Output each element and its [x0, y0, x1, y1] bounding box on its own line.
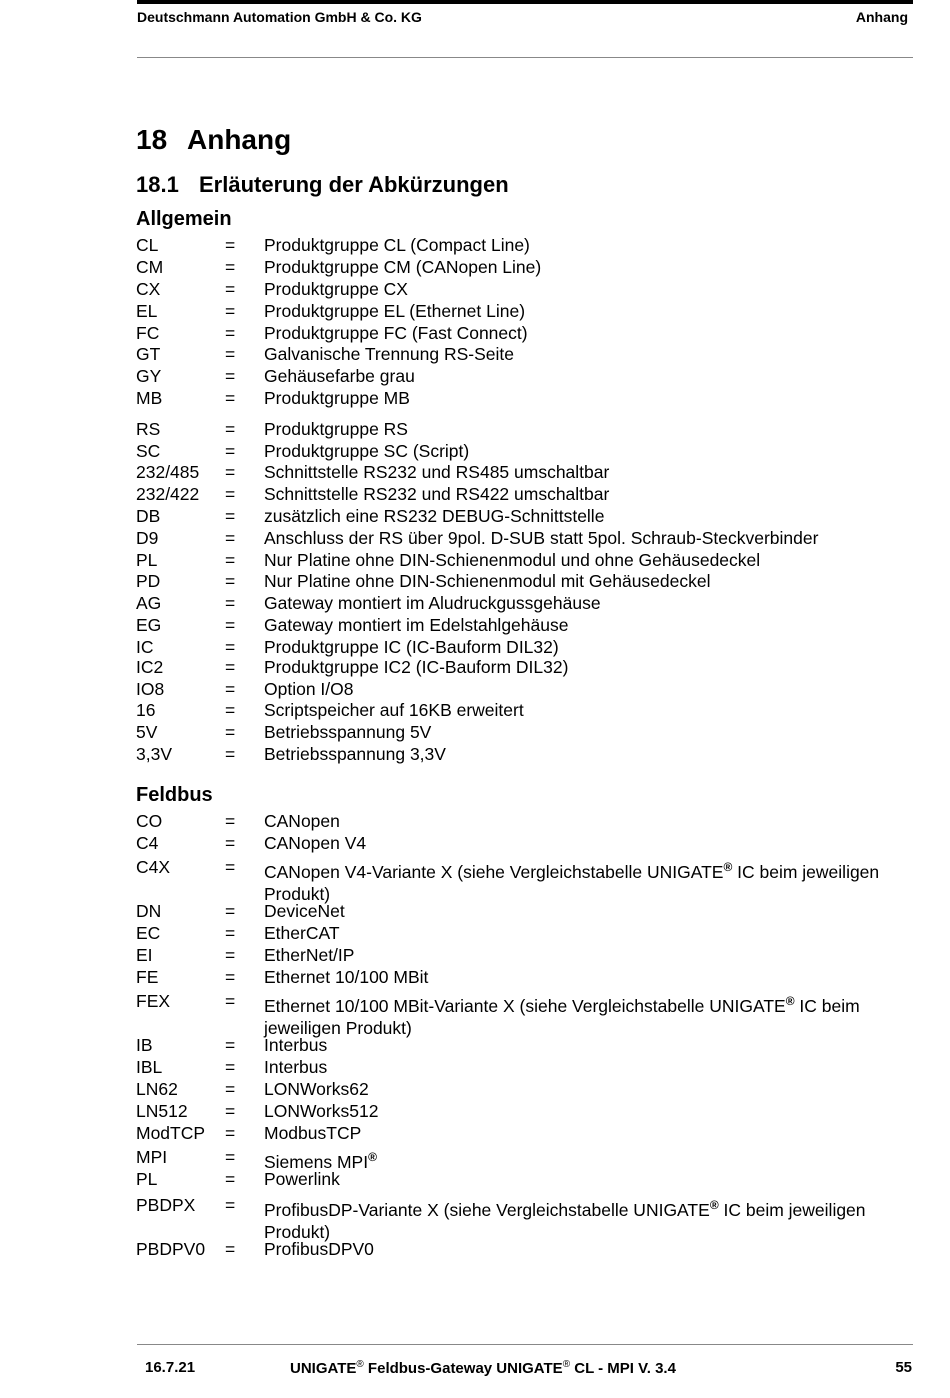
abbreviation: IC2 [136, 657, 164, 677]
equals-sign: = [225, 301, 236, 321]
abbreviation-description: zusätzlich eine RS232 DEBUG-Schnittstelle [264, 506, 605, 526]
abbreviation: 5V [136, 722, 158, 742]
abbreviation: FC [136, 323, 160, 343]
abbreviation-description: Betriebsspannung 5V [264, 722, 432, 742]
abbreviation-description: Interbus [264, 1057, 328, 1077]
header-top-rule [137, 0, 913, 4]
equals-sign: = [225, 1035, 236, 1055]
equals-sign: = [225, 550, 236, 570]
abbreviation-description [264, 990, 916, 1039]
abbreviation: EL [136, 301, 158, 321]
equals-sign: = [225, 1239, 236, 1259]
equals-sign: = [225, 923, 236, 943]
abbreviation: FE [136, 967, 159, 987]
abbreviation: EC [136, 923, 161, 943]
description-text: ProfibusDP-Variante X (siehe Vergleichstabelle UNIGATE [264, 1200, 710, 1220]
chapter-title [136, 124, 291, 156]
abbreviation: CO [136, 811, 163, 831]
abbreviation: 16 [136, 700, 156, 720]
equals-sign: = [225, 528, 236, 548]
section-title-text: Erläuterung der Abkürzungen [199, 172, 509, 197]
equals-sign: = [225, 279, 236, 299]
abbreviation-description [264, 1194, 916, 1243]
abbreviation: MPI [136, 1147, 168, 1167]
abbreviation-description: Produktgruppe MB [264, 388, 410, 408]
abbreviation: EI [136, 945, 153, 965]
footer-reg-mark-2: ® [562, 1359, 571, 1370]
registered-mark: ® [709, 1198, 719, 1212]
description-text-cont: IC beim jeweiligen Produkt) [264, 1200, 866, 1242]
header-divider [137, 57, 913, 58]
equals-sign: = [225, 235, 236, 255]
abbreviation-description: Produktgruppe SC (Script) [264, 441, 470, 461]
abbreviation-description: Gateway montiert im Edelstahlgehäuse [264, 615, 569, 635]
abbreviation-description: ProfibusDPV0 [264, 1239, 374, 1259]
equals-sign: = [225, 323, 236, 343]
abbreviation: FEX [136, 991, 171, 1011]
description-text: Ethernet 10/100 MBit-Variante X (siehe Vergleichstabelle UNIGATE [264, 996, 786, 1016]
equals-sign: = [225, 462, 236, 482]
abbreviation-description: Galvanische Trennung RS-Seite [264, 344, 514, 364]
equals-sign: = [225, 679, 236, 699]
footer-reg-mark: ® [356, 1359, 364, 1370]
equals-sign: = [225, 571, 236, 591]
description-text-cont: IC beim jeweiligen Produkt) [264, 862, 880, 904]
abbreviation: LN512 [136, 1101, 188, 1121]
footer-date: 16.7.21 [145, 1359, 196, 1376]
description-text-cont: IC beim jeweiligen Produkt) [264, 996, 860, 1038]
abbreviation-description: LONWorks62 [264, 1079, 369, 1099]
abbreviation: DN [136, 901, 162, 921]
equals-sign: = [225, 1147, 236, 1167]
equals-sign: = [225, 615, 236, 635]
abbreviation-description: LONWorks512 [264, 1101, 379, 1121]
equals-sign: = [225, 967, 236, 987]
abbreviation: GY [136, 366, 162, 386]
chapter-title-text: Anhang [187, 124, 292, 155]
equals-sign: = [225, 593, 236, 613]
abbreviation-description: Gehäusefarbe grau [264, 366, 415, 386]
equals-sign: = [225, 857, 236, 877]
abbreviation: C4 [136, 833, 159, 853]
equals-sign: = [225, 1169, 236, 1189]
equals-sign: = [225, 388, 236, 408]
registered-mark: ® [723, 860, 733, 874]
abbreviation-description: Schnittstelle RS232 und RS422 umschaltbar [264, 484, 610, 504]
equals-sign: = [225, 366, 236, 386]
equals-sign: = [225, 1123, 236, 1143]
description-text: Siemens MPI [264, 1152, 369, 1172]
equals-sign: = [225, 744, 236, 764]
abbreviation-description: Interbus [264, 1035, 328, 1055]
abbreviation: C4X [136, 857, 171, 877]
equals-sign: = [225, 344, 236, 364]
group-heading: Feldbus [136, 784, 213, 806]
abbreviation-description: Nur Platine ohne DIN-Schienenmodul mit Gehäusedeckel [264, 571, 711, 591]
equals-sign: = [225, 722, 236, 742]
equals-sign: = [225, 657, 236, 677]
footer-title-version: CL - MPI V. 3.4 [570, 1360, 676, 1377]
equals-sign: = [225, 257, 236, 277]
abbreviation: CM [136, 257, 164, 277]
abbreviation: AG [136, 593, 162, 613]
equals-sign: = [225, 484, 236, 504]
equals-sign: = [225, 811, 236, 831]
equals-sign: = [225, 419, 236, 439]
equals-sign: = [225, 1101, 236, 1121]
footer-title-gateway: Feldbus-Gateway UNIGATE [363, 1360, 563, 1377]
abbreviation-description: Betriebsspannung 3,3V [264, 744, 446, 764]
abbreviation: ModTCP [136, 1123, 206, 1143]
abbreviation-description: Produktgruppe EL (Ethernet Line) [264, 301, 526, 321]
abbreviation: PD [136, 571, 161, 591]
abbreviation-description: CANopen V4 [264, 833, 367, 853]
abbreviation: IBL [136, 1057, 163, 1077]
equals-sign: = [225, 1195, 236, 1215]
abbreviation-description: Option I/O8 [264, 679, 354, 699]
equals-sign: = [225, 1057, 236, 1077]
equals-sign: = [225, 833, 236, 853]
abbreviation-description: Produktgruppe IC (IC-Bauform DIL32) [264, 637, 559, 657]
abbreviation: PL [136, 550, 158, 570]
abbreviation-description: EtherCAT [264, 923, 340, 943]
abbreviation: D9 [136, 528, 159, 548]
abbreviation: IC [136, 637, 154, 657]
page-number: 55 [895, 1359, 912, 1376]
header-company: Deutschmann Automation GmbH & Co. KG [137, 9, 422, 25]
registered-mark: ® [785, 994, 795, 1008]
abbreviation-description: Gateway montiert im Aludruckgussgehäuse [264, 593, 601, 613]
abbreviation: IO8 [136, 679, 165, 699]
abbreviation: CX [136, 279, 161, 299]
registered-mark: ® [368, 1150, 377, 1164]
abbreviation: PBDPX [136, 1195, 196, 1215]
equals-sign: = [225, 901, 236, 921]
equals-sign: = [225, 506, 236, 526]
abbreviation-description: Nur Platine ohne DIN-Schienenmodul und ohne Gehäusedeckel [264, 550, 761, 570]
abbreviation: 232/485 [136, 462, 200, 482]
abbreviation-description: Schnittstelle RS232 und RS485 umschaltbar [264, 462, 610, 482]
footer-title [290, 1359, 676, 1377]
equals-sign: = [225, 1079, 236, 1099]
equals-sign: = [225, 441, 236, 461]
description-text: CANopen V4-Variante X (siehe Vergleichstabelle UNIGATE [264, 862, 724, 882]
abbreviation-description [264, 856, 916, 905]
abbreviation: PBDPV0 [136, 1239, 206, 1259]
abbreviation: CL [136, 235, 159, 255]
abbreviation-description: CANopen [264, 811, 340, 831]
abbreviation-description: Produktgruppe FC (Fast Connect) [264, 323, 528, 343]
section-title [136, 172, 509, 198]
equals-sign: = [225, 700, 236, 720]
footer-title-product: UNIGATE [290, 1360, 357, 1377]
abbreviation-description: Produktgruppe CX [264, 279, 408, 299]
abbreviation: 3,3V [136, 744, 172, 764]
abbreviation: 232/422 [136, 484, 200, 504]
abbreviation: DB [136, 506, 161, 526]
abbreviation-description: ModbusTCP [264, 1123, 362, 1143]
abbreviation: LN62 [136, 1079, 178, 1099]
equals-sign: = [225, 945, 236, 965]
abbreviation-description: Powerlink [264, 1169, 340, 1189]
abbreviation: MB [136, 388, 163, 408]
equals-sign: = [225, 637, 236, 657]
equals-sign: = [225, 991, 236, 1011]
abbreviation-description: Anschluss der RS über 9pol. D-SUB statt 5pol. Schraub-Steckverbinder [264, 528, 819, 548]
abbreviation-description: DeviceNet [264, 901, 345, 921]
abbreviation: PL [136, 1169, 158, 1189]
footer-divider [137, 1344, 913, 1345]
abbreviation-description: EtherNet/IP [264, 945, 355, 965]
section-number: 18.1 [136, 172, 179, 197]
abbreviation-description: Ethernet 10/100 MBit [264, 967, 429, 987]
abbreviation-description: Produktgruppe RS [264, 419, 408, 439]
abbreviation: GT [136, 344, 161, 364]
abbreviation: RS [136, 419, 161, 439]
abbreviation-description: Scriptspeicher auf 16KB erweitert [264, 700, 524, 720]
abbreviation: SC [136, 441, 161, 461]
abbreviation-description: Produktgruppe CL (Compact Line) [264, 235, 530, 255]
header-section: Anhang [855, 9, 908, 25]
abbreviation-description: Produktgruppe IC2 (IC-Bauform DIL32) [264, 657, 569, 677]
abbreviation: IB [136, 1035, 153, 1055]
group-heading: Allgemein [136, 208, 232, 230]
abbreviation: EG [136, 615, 162, 635]
abbreviation-description: Produktgruppe CM (CANopen Line) [264, 257, 542, 277]
chapter-number: 18 [136, 124, 168, 155]
